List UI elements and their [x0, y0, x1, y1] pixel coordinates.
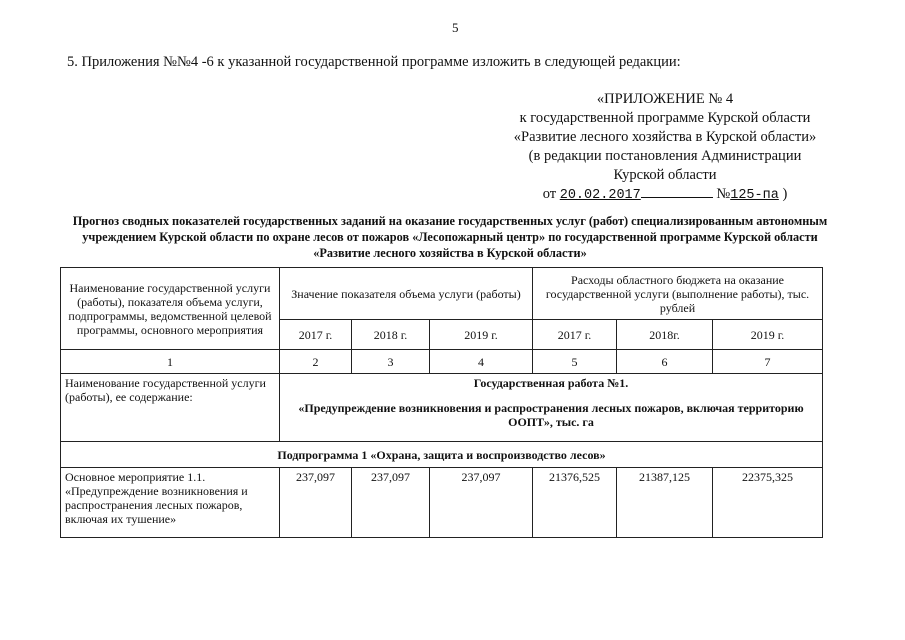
header-name: Наименование государственной услуги (работы), показателя объема услуги, подпрограммы, ведомственной целевой программы, основного мероприятия	[61, 268, 280, 350]
activity-expenses-2019: 22375,325	[713, 468, 823, 538]
intro-paragraph: 5. Приложения №№4 -6 к указанной государственной программе изложить в следующей редакции:	[67, 54, 681, 70]
date-prefix: от	[542, 186, 557, 202]
date-underline	[641, 185, 713, 198]
page-number: 5	[452, 20, 459, 35]
work-description: «Предупреждение возникновения и распространения лесных пожаров, включая территорию ООПТ», тыс. га	[298, 401, 804, 429]
year-expenses-2018: 2018г.	[617, 320, 713, 350]
year-volume-2018: 2018 г.	[352, 320, 430, 350]
decree-number: 125-па	[730, 188, 779, 203]
number-prefix: №	[716, 186, 731, 202]
work-cell	[280, 374, 823, 442]
appendix-line-5: Курской области	[613, 167, 717, 183]
col-number-4: 4	[430, 350, 533, 374]
year-expenses-2017: 2017 г.	[533, 320, 617, 350]
forecast-table	[60, 267, 823, 538]
subprogram-row: Подпрограмма 1 «Охрана, защита и воспроизводство лесов»	[61, 442, 823, 468]
activity-expenses-2018: 21387,125	[617, 468, 713, 538]
activity-volume-2019: 237,097	[430, 468, 533, 538]
appendix-stamp	[500, 90, 830, 205]
activity-volume-2018: 237,097	[352, 468, 430, 538]
closing-paren: )	[782, 186, 788, 202]
table-heading: Прогноз сводных показателей государственных заданий на оказание государственных услуг (работ) специализированным автономным учреждением Курской области по охране лесов от пожаров «Лесопожарный центр» по государственной программе Курской области «Развитие лесного хозяйства в Курской области»	[72, 214, 828, 260]
service-label: Наименование государственной услуги (работы), ее содержание:	[61, 374, 280, 442]
appendix-line-4: (в редакции постановления Администрации	[528, 148, 802, 164]
decree-date: 20.02.2017	[559, 188, 641, 203]
col-number-6: 6	[617, 350, 713, 374]
work-title: Государственная работа №1.	[473, 376, 629, 390]
header-volume: Значение показателя объема услуги (работы)	[280, 268, 533, 320]
header-expenses: Расходы областного бюджета на оказание государственной услуги (выполнение работы), тыс. рублей	[533, 268, 823, 320]
appendix-date-line	[500, 185, 830, 205]
year-expenses-2019: 2019 г.	[713, 320, 823, 350]
col-number-7: 7	[713, 350, 823, 374]
col-number-3: 3	[352, 350, 430, 374]
year-volume-2017: 2017 г.	[280, 320, 352, 350]
appendix-title: «ПРИЛОЖЕНИЕ № 4	[596, 91, 734, 107]
year-volume-2019: 2019 г.	[430, 320, 533, 350]
activity-volume-2017: 237,097	[280, 468, 352, 538]
appendix-line-2: к государственной программе Курской области	[519, 110, 811, 126]
col-number-5: 5	[533, 350, 617, 374]
col-number-1: 1	[61, 350, 280, 374]
col-number-2: 2	[280, 350, 352, 374]
activity-expenses-2017: 21376,525	[533, 468, 617, 538]
activity-name: Основное мероприятие 1.1. «Предупреждение возникновения и распространения лесных пожаров, включая их тушение»	[61, 468, 280, 538]
appendix-line-3: «Развитие лесного хозяйства в Курской области»	[513, 129, 817, 145]
